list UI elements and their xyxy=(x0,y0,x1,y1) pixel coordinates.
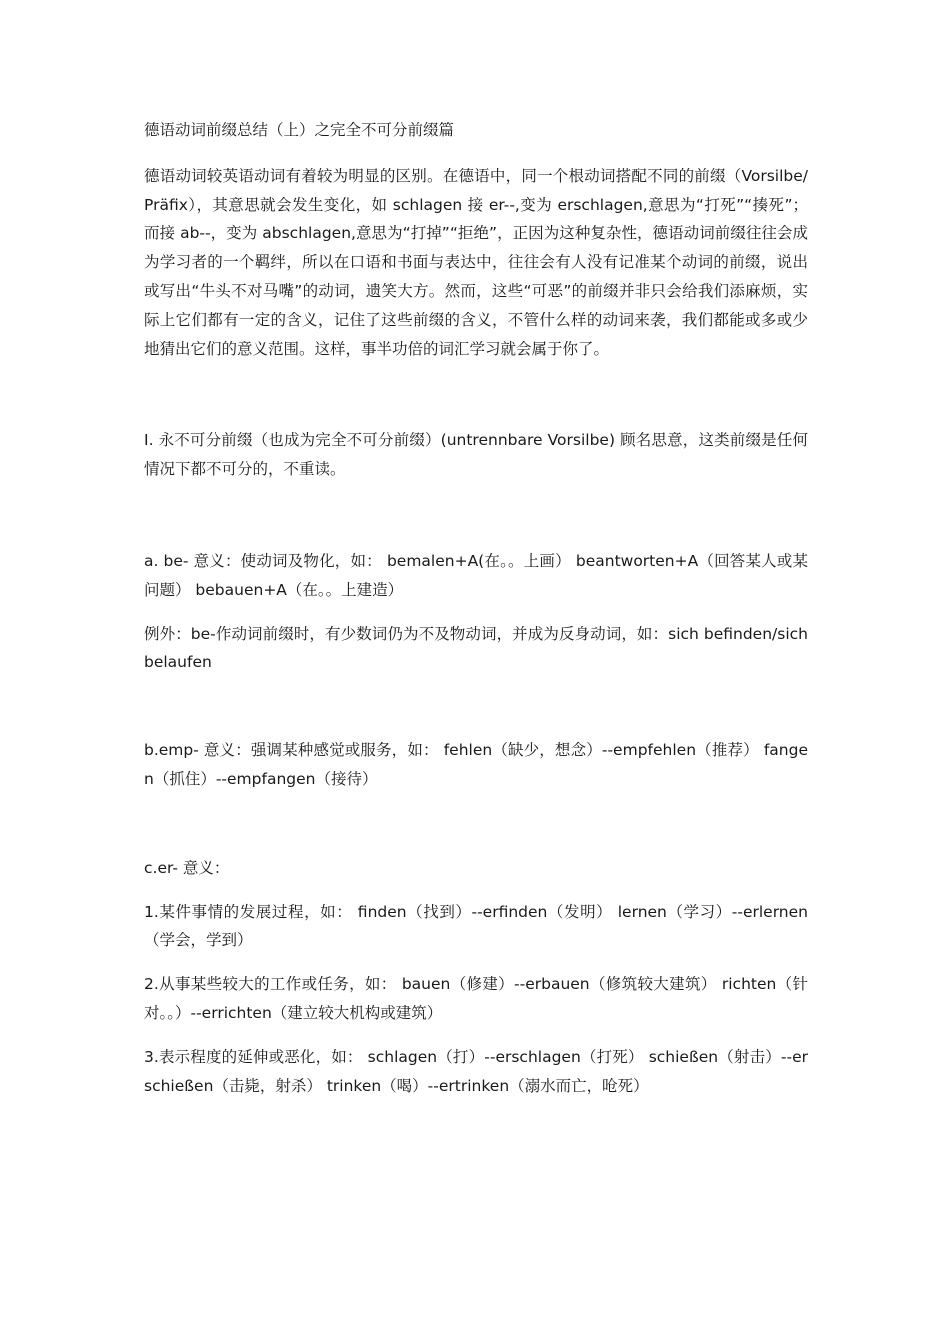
intro-paragraph: 德语动词较英语动词有着较为明显的区别。在德语中，同一个根动词搭配不同的前缀（Vorsilbe/Präfix），其意思就会发生变化，如 schlagen 接 er--,变为 erschlagen,意思为“打死”“揍死”；而接 ab--，变为 abschlagen,意思为“打掉”“拒绝”，正因为这种复杂性，德语动词前缀往往会成为学习者的一个羁绊，所以在口语和书面与表达中，往往会有人没有记准某个动词的前缀，说出或写出“牛头不对马嘴”的动词，遗笑大方。然而，这些“可恶”的前缀并非只会给我们添麻烦，实际上它们都有一定的含义，记住了这些前缀的含义，不管什么样的动词来袭，我们都能或多或少地猜出它们的意义范围。这样，事半功倍的词汇学习就会属于你了。 xyxy=(144,166,808,358)
spacer xyxy=(144,605,808,620)
document-title: 德语动词前缀总结（上）之完全不可分前缀篇 xyxy=(144,121,455,139)
section-heading: I. 永不可分前缀（也成为完全不可分前缀）(untrennbare Vorsilbe) 顾名思意，这类前缀是任何情况下都不可分的，不重读。 xyxy=(144,431,808,479)
spacer xyxy=(144,363,808,426)
be-meaning-paragraph: a. be- 意义：使动词及物化，如： bemalen+A(在。。上画） beantworten+A（回答某人或某问题） bebauen+A（在。。上建造） xyxy=(144,551,808,599)
er-point-2: 2.从事某些较大的工作或任务，如： bauen（修建）--erbauen（修筑较大建筑） richten（针对。。）--errichten（建立较大机构或建筑） xyxy=(144,975,808,1022)
be-exception-paragraph: 例外：be-作动词前缀时，有少数词仍为不及物动词，并成为反身动词，如：sich befinden/sich belaufen xyxy=(144,624,808,672)
spacer xyxy=(144,677,808,736)
spacer xyxy=(144,484,808,547)
spacer xyxy=(144,1028,808,1043)
spacer xyxy=(144,883,808,898)
document-body xyxy=(144,116,808,1100)
spacer xyxy=(144,794,808,854)
er-heading: c.er- 意义： xyxy=(144,858,230,877)
spacer xyxy=(144,955,808,970)
er-point-3: 3.表示程度的延伸或恶化，如： schlagen（打）--erschlagen（打死） schießen（射击）--erschießen（击毙，射杀） trinken（喝）--ertrinken（溺水而亡，呛死） xyxy=(144,1047,808,1095)
er-point-1: 1.某件事情的发展过程，如： finden（找到）--erfinden（发明） lernen（学习）--erlernen（学会，学到） xyxy=(144,902,808,950)
emp-meaning-paragraph: b.emp- 意义：强调某种感觉或服务，如： fehlen（缺少，想念）--empfehlen（推荐） fangen（抓住）--empfangen（接待） xyxy=(144,741,808,788)
